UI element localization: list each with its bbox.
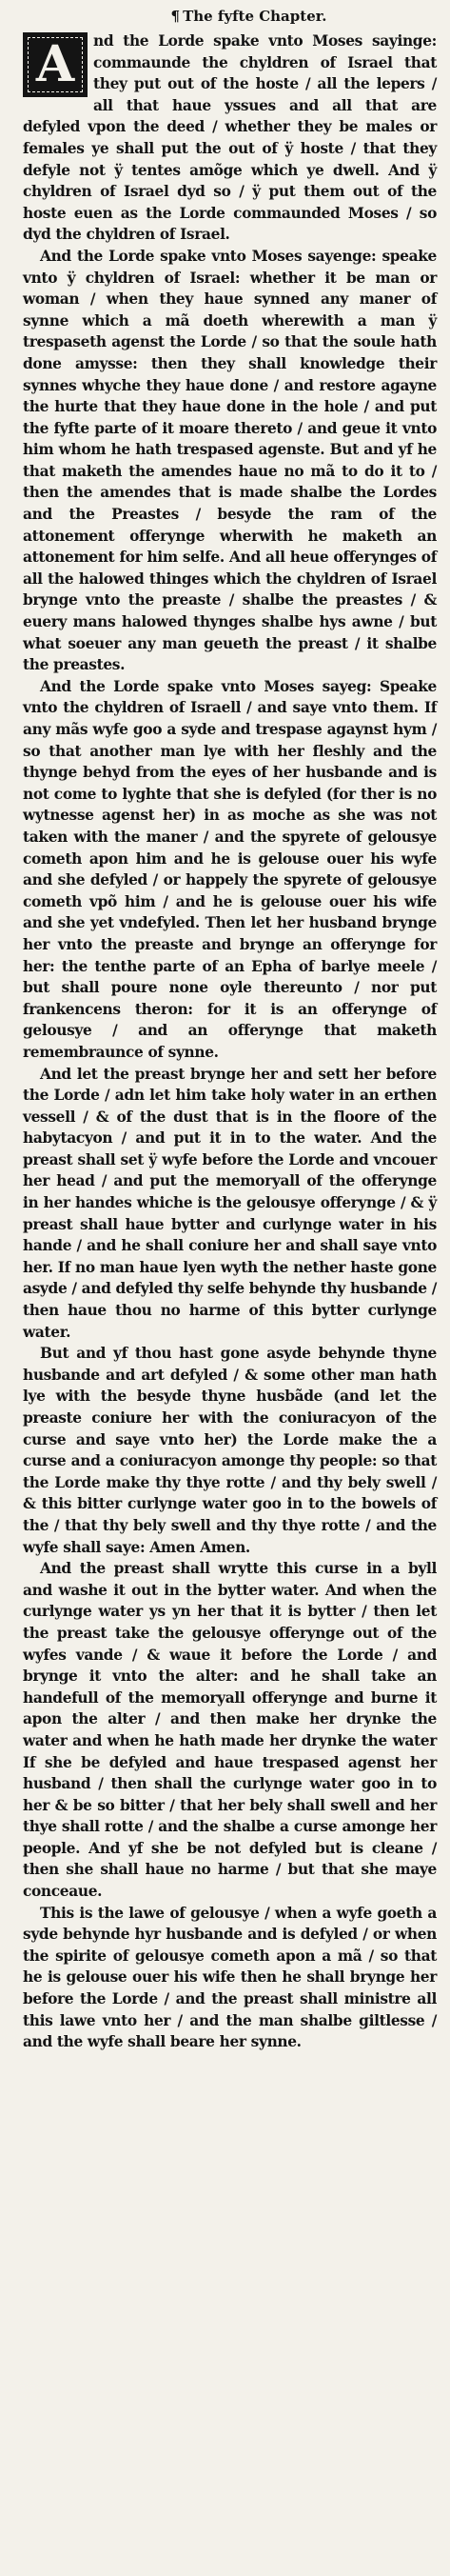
chapter-title: The fyfte Chapter.	[183, 8, 327, 25]
verse-paragraph-3: And the Lorde spake vnto Moses sayeg: Speake vnto the chyldren of Israell / and saye vnto them. If any mãs wyfe goo a syde and trespase agaynst hym / so that another man lye with her fleshly and the thynge behyd from the eyes of her husbande and is not come to lyghte that she is defyled (for ther is no wytnesse agenst her) in as moche as she was not taken with the maner / and the spyrete of gelousye cometh apon him and he is gelouse ouer his wyfe and she defyled / or happely the spyrete of gelousye cometh vpõ him / and he is gelouse ouer his wife and she yet vndefyled. Then let her husband brynge her vnto the preaste and brynge an offerynge for her: the tenthe parte of an Epha of barlye meele / but shall poure none oyle thereunto / nor put frankencens theron: for it is an offerynge of gelousye / and an offerynge that maketh remembraunce of synne.	[23, 677, 437, 1061]
illuminated-initial	[23, 32, 88, 97]
verse-paragraph-4: And let the preast brynge her and sett her before the Lorde / adn let him take holy water in an erthen vessell / & of the dust that is in the floore of the habytacyon / and put it in to the water. And the preast shall set ÿ wyfe before the Lorde and vncouer her head / and put the memoryall of the offerynge in her handes whiche is the gelousye offerynge / & ÿ preast shall haue bytter and curlynge water in his hande / and he shall coniure her and shall saye vnto her. If no man haue lyen wyth the nether haste gone asyde / and defyled thy selfe behynde thy husbande / then haue thou no harme of this bytter curlynge water.	[23, 1065, 437, 1341]
chapter-heading	[61, 6, 437, 27]
verse-paragraph-2: And the Lorde spake vnto Moses sayenge: speake vnto ÿ chyldren of Israel: whether it be man or woman / when they haue synned any maner of synne which a mã doeth wherewith a man ÿ trespaseth agenst the Lorde / so that the soule hath done amysse: then they shall knowledge their synnes whyche they haue done / and restore agayne the hurte that they haue done in the hole / and put the fyfte parte of it moare thereto / and geue it vnto him whom he hath trespased agenste. But and yf he that maketh the amendes haue no mã to do it to / then the amendes that is made shalbe the Lordes and the Preastes / besyde the ram of the attonement offerynge wherwith he maketh an attonement for him selfe. And all heue offerynges of all the halowed thinges which the chyldren of Israel brynge vnto the preaste / shalbe the preastes / & euery mans halowed thynges shalbe hys awne / but what soeuer any man geueth the preast / it shalbe the preastes.	[23, 247, 437, 674]
verse-paragraph-1: nd the Lorde spake vnto Moses sayinge: commaunde the chyldren of Israel that they put out of the hoste / all the lepers / all that haue yssues and all that are defyled vpon the deed / whether they be males or females ye shall put the out of ÿ hoste / that they defyle not ÿ tentes amõge which ye dwell. And ÿ chyldren of Israel dyd so / ÿ put them out of the hoste euen as the Lorde commaunded Moses / so dyd the chyldren of Israel.	[23, 32, 437, 244]
verse-paragraph-7: This is the lawe of gelousye / when a wyfe goeth a syde behynde hyr husbande and is defyled / or when the spirite of gelousye cometh apon a mã / so that he is gelouse ouer his wife then he shall brynge her before the Lorde / and the preast shall ministre all this lawe vnto her / and the man shalbe giltlesse / and the wyfe shall beare her synne.	[23, 1904, 437, 2051]
verse-paragraph-6: And the preast shall wrytte this curse in a byll and washe it out in the bytter water. And when the curlynge water ys yn her that it is bytter / then let the preast take the gelousye offerynge out of the wyfes vande / & waue it before the Lorde / and brynge it vnto the alter: and he shall take an handefull of the memoryall offerynge and burne it apon the alter / and then make her drynke the water and when he hath made her drynke the water If she be defyled and haue trespased agenst her husband / then shall the curlynge water goo in to her & be so bitter / that her bely shall swell and her thye shall rotte / and the shalbe a curse amonge her people. And yf she be not defyled but is cleane / then she shall haue no harme / but that she maye conceaue.	[23, 1560, 437, 1901]
pilcrow-icon: ¶	[170, 8, 181, 25]
verse-paragraph-5: But and yf thou hast gone asyde behynde thyne husbande and art defyled / & some other man hath lye with the besyde thyne husbãde (and let the preaste coniure her with the coniuracyon of the curse and saye vnto her) the Lorde make the a curse and a coniuracyon amonge thy people: so that the Lorde make thy thye rotte / and thy bely swell / & this bitter curlynge water goo in to the bowels of the / that thy bely swell and thy thye rotte / and the wyfe shall saye: Amen Amen.	[23, 1345, 437, 1556]
initial-letter: A	[35, 35, 75, 93]
